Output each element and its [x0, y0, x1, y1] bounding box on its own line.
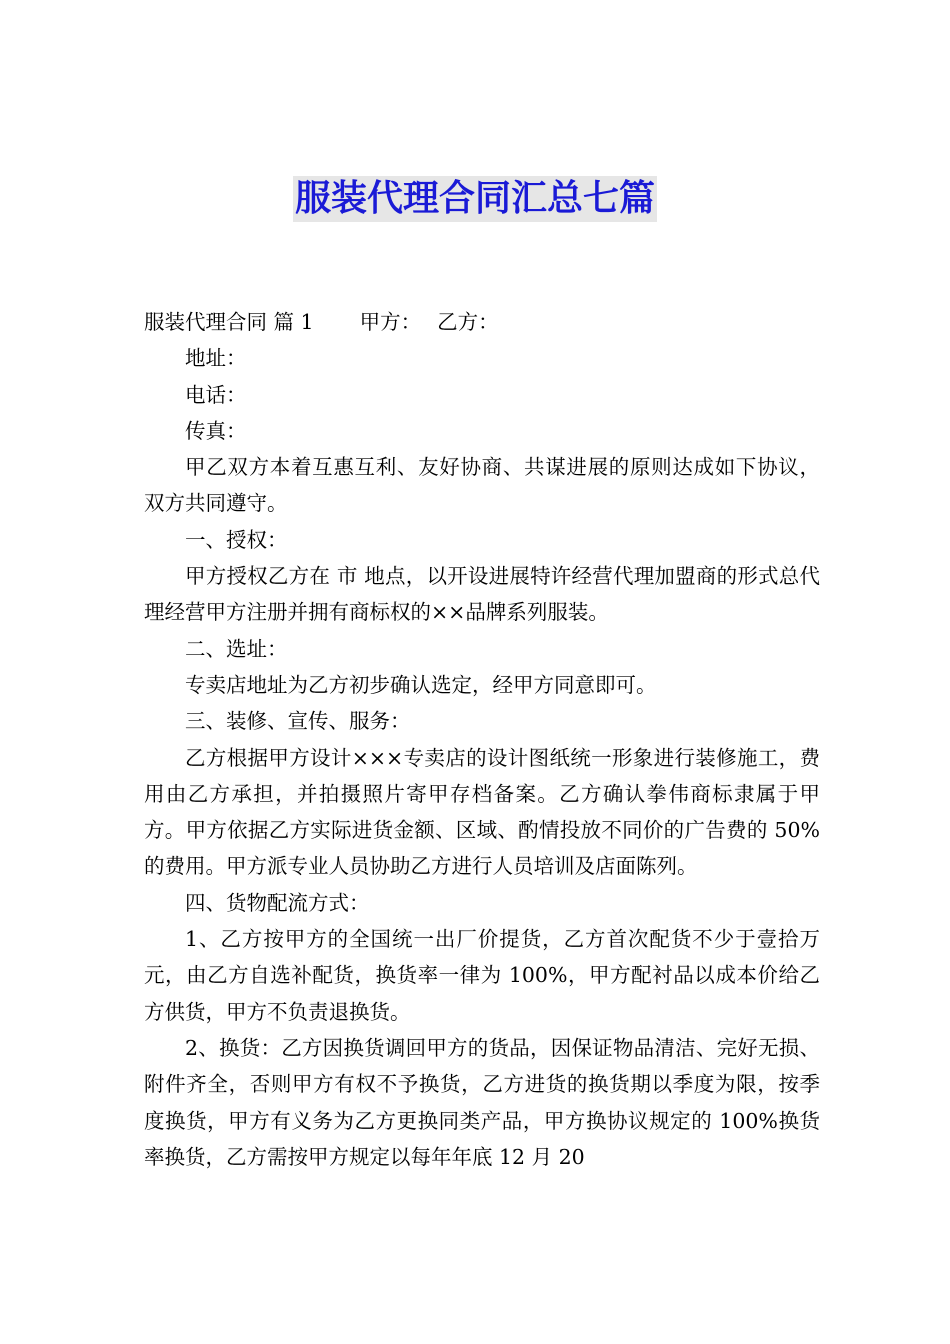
heading-decoration: 三、装修、宣传、服务：: [185, 709, 411, 734]
heading-distribution: 四、货物配流方式：: [185, 890, 370, 915]
paragraph-distribution-1: 1、乙方按甲方的全国统一出厂价提货，乙方首次配货不少于壹拾万元，由乙方自选补配货，换货率一律为 100%，甲方配衬品以成本价给乙方供货，甲方不负责退换货。: [144, 927, 820, 1024]
document-title: 服装代理合同汇总七篇: [293, 176, 657, 222]
paragraph-authorization: 甲方授权乙方在 市 地点，以开设进展特许经营代理加盟商的形式总代理经营甲方注册并拥有商标权的××品牌系列服装。: [144, 564, 820, 625]
section-heading: 服装代理合同 篇 1: [144, 310, 314, 334]
party-a-label: 甲方：: [359, 310, 422, 334]
heading-authorization: 一、授权：: [185, 527, 288, 552]
fax-field: 传真：: [185, 418, 247, 443]
title-container: [0, 176, 950, 222]
party-b-label: 乙方：: [437, 310, 499, 334]
heading-site-selection: 二、选址：: [185, 636, 288, 661]
document-body: [144, 304, 820, 1175]
paragraph-distribution-2: 2、换货：乙方因换货调回甲方的货品，因保证物品清洁、完好无损、附件齐全，否则甲方有权不予换货，乙方进货的换货期以季度为限，按季度换货，甲方有义务为乙方更换同类产品，甲方换协议规定的 100%换货率换货，乙方需按甲方规定以每年年底 12 月 20: [144, 1035, 820, 1169]
paragraph-site-selection: 专卖店地址为乙方初步确认选定，经甲方同意即可。: [185, 672, 657, 697]
address-field: 地址：: [185, 346, 247, 371]
contract-header-line: [144, 304, 820, 340]
paragraph-preamble: 甲乙双方本着互惠互利、友好协商、共谋进展的原则达成如下协议，双方共同遵守。: [144, 455, 820, 516]
phone-field: 电话：: [185, 382, 247, 407]
paragraph-decoration: 乙方根据甲方设计×××专卖店的设计图纸统一形象进行装修施工，费用由乙方承担，并拍摄照片寄甲存档备案。乙方确认拳伟商标隶属于甲方。甲方依据乙方实际进货金额、区域、酌情投放不同价的广告费的 50%的费用。甲方派专业人员协助乙方进行人员培训及店面陈列。: [144, 745, 820, 879]
